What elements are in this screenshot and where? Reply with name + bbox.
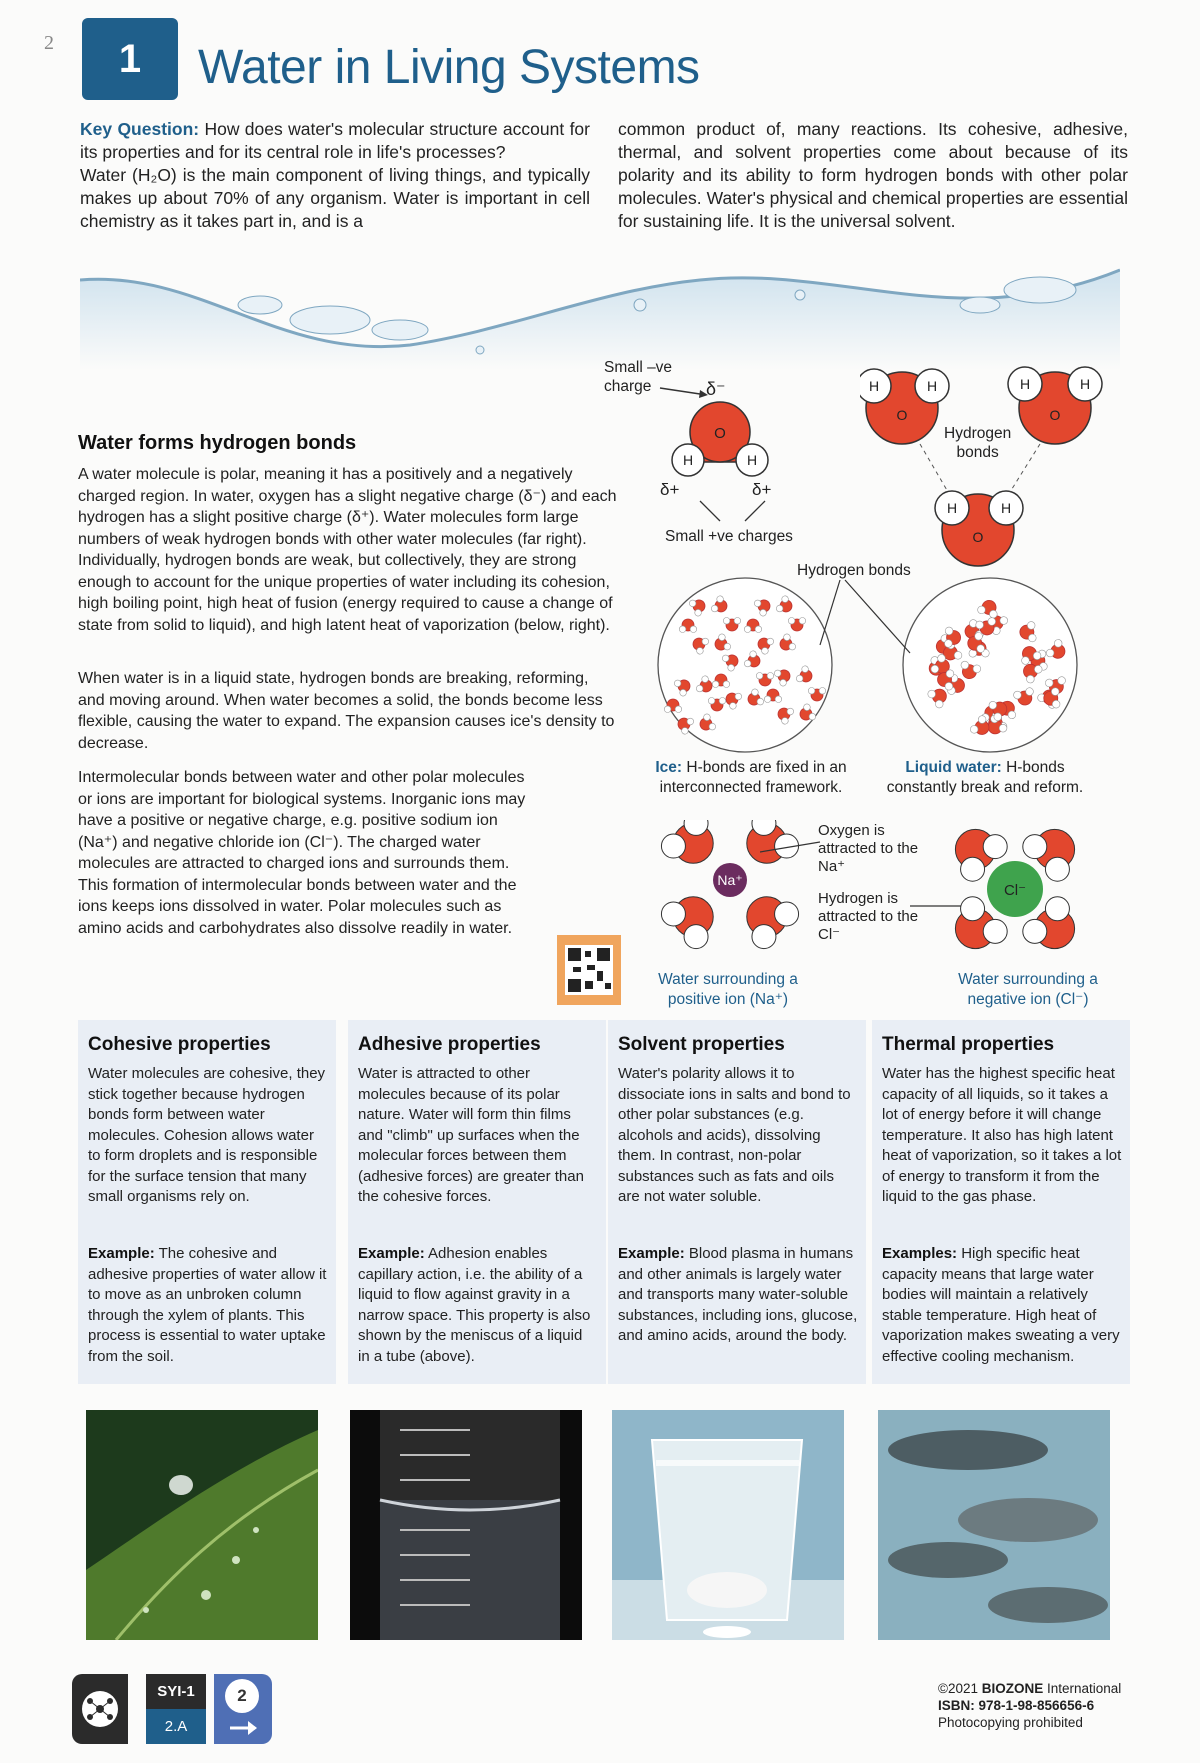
- card-title: Cohesive properties: [88, 1034, 271, 1055]
- photo-graduated-cylinder: [350, 1410, 582, 1640]
- water-surface-illustration: [80, 250, 1120, 370]
- hydration-water-mark: [656, 820, 727, 877]
- atom-h-label: H: [1000, 500, 1012, 516]
- chloride-ion-diagram: [935, 815, 1095, 975]
- hbond-paragraph-3: Intermolecular bonds between water and other polar molecules or ions are important for biological systems. Inorganic ions may have a positive or negative charge, e.g. positive sodium ion (Na⁺) and negative chloride ion (Cl⁻). The charged water molecules are attracted to charged ions and surrounds them. This formation of intermolecular bonds between water and the ions keeps ions dissolved in water. Polar molecules such as amino acids and carbohydrates also dissolve readily in water.: [78, 769, 526, 937]
- standard-subcode-badge: 2.A: [146, 1709, 206, 1744]
- card-title: Adhesive properties: [358, 1034, 541, 1055]
- atom-h-label: H: [682, 452, 694, 468]
- card-example: Example: Adhesion enables capillary action, i.e. the ability of a liquid to flow against gravity in a narrow space. This property is also shown by the meniscus of a liquid in a tube (above).: [358, 1245, 591, 1365]
- cl-ion-label: Cl⁻: [1003, 882, 1027, 899]
- page-number: 2: [44, 32, 54, 54]
- card-thermal: [872, 1020, 1130, 1384]
- card-body: Water molecules are cohesive, they stick together because hydrogen bonds form between water molecules. Cohesion allows water to form droplets and is responsible for the surface tension that many small organisms rely on.: [88, 1065, 326, 1205]
- section-heading-hydrogen-bonds: Water forms hydrogen bonds: [78, 432, 357, 454]
- card-body: Water is attracted to other molecules because of its polar nature. Water will form thin films and "climb" up surfaces when the molecular forces between them (adhesive forces) are greater than the cohesive forces.: [358, 1065, 584, 1205]
- key-question-label: Key Question:: [80, 119, 200, 139]
- atom-h-label: H: [926, 378, 938, 394]
- delta-plus-right: δ+: [752, 480, 772, 499]
- intro-right: common product of, many reactions. Its cohesive, adhesive, thermal, and solvent properties come about because of its polarity and its ability to form hydrogen bonds with other polar molecules. Water's physical and chemical properties are essential for sustaining life. It is the universal solvent.: [618, 119, 1128, 231]
- linked-activity-number: 2: [225, 1679, 259, 1713]
- delta-plus-left: δ+: [660, 480, 680, 499]
- atom-h-label: H: [1019, 376, 1031, 392]
- atom-o-label: O: [714, 425, 726, 442]
- label-small-positive-charges: Small +ve charges: [665, 528, 793, 545]
- atom-o-label: O: [972, 529, 984, 545]
- hbond-paragraph-2: When water is in a liquid state, hydrogen bonds are breaking, reforming, and moving around. When water becomes a solid, the bonds become less flexible, causing the water to expand. The expansion causes ice's density to decrease.: [78, 670, 615, 752]
- card-example: Example: Blood plasma in humans and other animals is largely water and transports many water-soluble substances, including ions, glucose, and amino acids, around the body.: [618, 1245, 858, 1344]
- atom-h-label: H: [946, 500, 958, 516]
- label-small-negative-charge: Small –ve charge: [604, 359, 673, 395]
- hbond-paragraph-1: A water molecule is polar, meaning it has a positively and a negatively charged region. In water, oxygen has a slight negative charge (δ⁻) and each hydrogen has a slight positive charge (δ⁺). Water molecules form large numbers of weak hydrogen bonds with other water molecules (far right). Individually, hydrogen bonds are weak, but collectively, they are strong enough to account for the unique properties of water including its cohesion, high boiling point, high heat of fusion (energy required to cause a change of state from solid to liquid), and high latent heat of vaporization (below, right).: [78, 466, 617, 634]
- ice-liquid-diagram: [655, 575, 1095, 755]
- hydrogen-bonded-molecules: [860, 360, 1110, 570]
- chapter-number-badge: 1: [82, 18, 178, 100]
- atom-h-label: H: [746, 452, 758, 468]
- photo-salmon-swimming: [878, 1410, 1110, 1640]
- network-icon: [72, 1674, 128, 1744]
- copyright-notice: ©2021 BIOZONE International ISBN: 978-1-98-856656-6 Photocopying prohibited: [938, 1681, 1122, 1730]
- card-body: Water has the highest specific heat capacity of all liquids, so it takes a lot of energy before it will change temperature. It also has high latent heat of vaporization, so it takes a lot of energy to transform it from the liquid to the gas phase.: [882, 1065, 1122, 1205]
- card-example: Examples: High specific heat capacity means that large water bodies will maintain a relatively stable temperature. High heat of vaporization makes sweating a very effective cooling mechanism.: [882, 1245, 1120, 1365]
- caption-ice: Ice: H-bonds are fixed in an interconnected framework.: [655, 759, 847, 796]
- label-hydrogen-bonds: Hydrogen bonds: [797, 562, 911, 579]
- atom-o-label: O: [1049, 407, 1061, 423]
- intro-left-text: Water (H₂O) is the main component of living things, and typically makes up about 70% of any organism. Water is important in cell chemistry as it takes part in, and is a: [80, 165, 590, 231]
- label-hydrogen-attracted: Hydrogen is attracted to the Cl⁻: [818, 890, 919, 943]
- arrow-right-icon: [228, 1718, 258, 1738]
- arrows-positive-charges: [690, 495, 780, 525]
- card-solvent: [608, 1020, 866, 1384]
- card-title: Solvent properties: [618, 1034, 785, 1055]
- caption-positive-ion: Water surrounding a positive ion (Na⁺): [658, 971, 798, 1008]
- card-title: Thermal properties: [882, 1034, 1055, 1055]
- card-body: Water's polarity allows it to dissociate ions in salts and bond to other polar substances (e.g. alcohols and acids), dissolving them. In contrast, non-polar substances such as fats and oils are not water soluble.: [618, 1065, 851, 1205]
- atom-h-label: H: [868, 378, 880, 394]
- qr-code[interactable]: [557, 935, 621, 1005]
- atom-o-label: O: [896, 407, 908, 423]
- label-hydrogen-bonds-top: Hydrogen bonds: [944, 425, 1012, 461]
- key-question-text: How does water's molecular structure account for its properties and for its central role in life's processes?: [80, 119, 590, 162]
- card-cohesive: [78, 1020, 336, 1384]
- page-title: Water in Living Systems: [198, 41, 700, 94]
- delta-minus-label: δ⁻: [706, 379, 726, 399]
- na-ion-label: Na⁺: [717, 872, 743, 888]
- linked-activity-button[interactable]: [214, 1674, 272, 1744]
- photo-glass-of-water: [612, 1410, 844, 1640]
- hydration-water-mark: [733, 883, 804, 954]
- card-example: Example: The cohesive and adhesive properties of water allow it to move as an unbroken column through the xylem of plants. This process is essential to water uptake from the soil.: [88, 1245, 327, 1365]
- card-adhesive: [348, 1020, 606, 1384]
- label-oxygen-attracted: Oxygen is attracted to the Na⁺: [818, 822, 919, 875]
- standard-code-badge: SYI-1: [146, 1674, 206, 1709]
- pointer-oxygen: [760, 838, 830, 858]
- photo-water-drop-on-leaf: [86, 1410, 318, 1640]
- caption-negative-ion: Water surrounding a negative ion (Cl⁻): [958, 971, 1098, 1008]
- atom-h-label: H: [1079, 376, 1091, 392]
- caption-liquid-water: Liquid water: H-bonds constantly break and reform.: [886, 759, 1084, 796]
- hydration-water-mark: [656, 883, 727, 954]
- intro-left: [80, 118, 590, 233]
